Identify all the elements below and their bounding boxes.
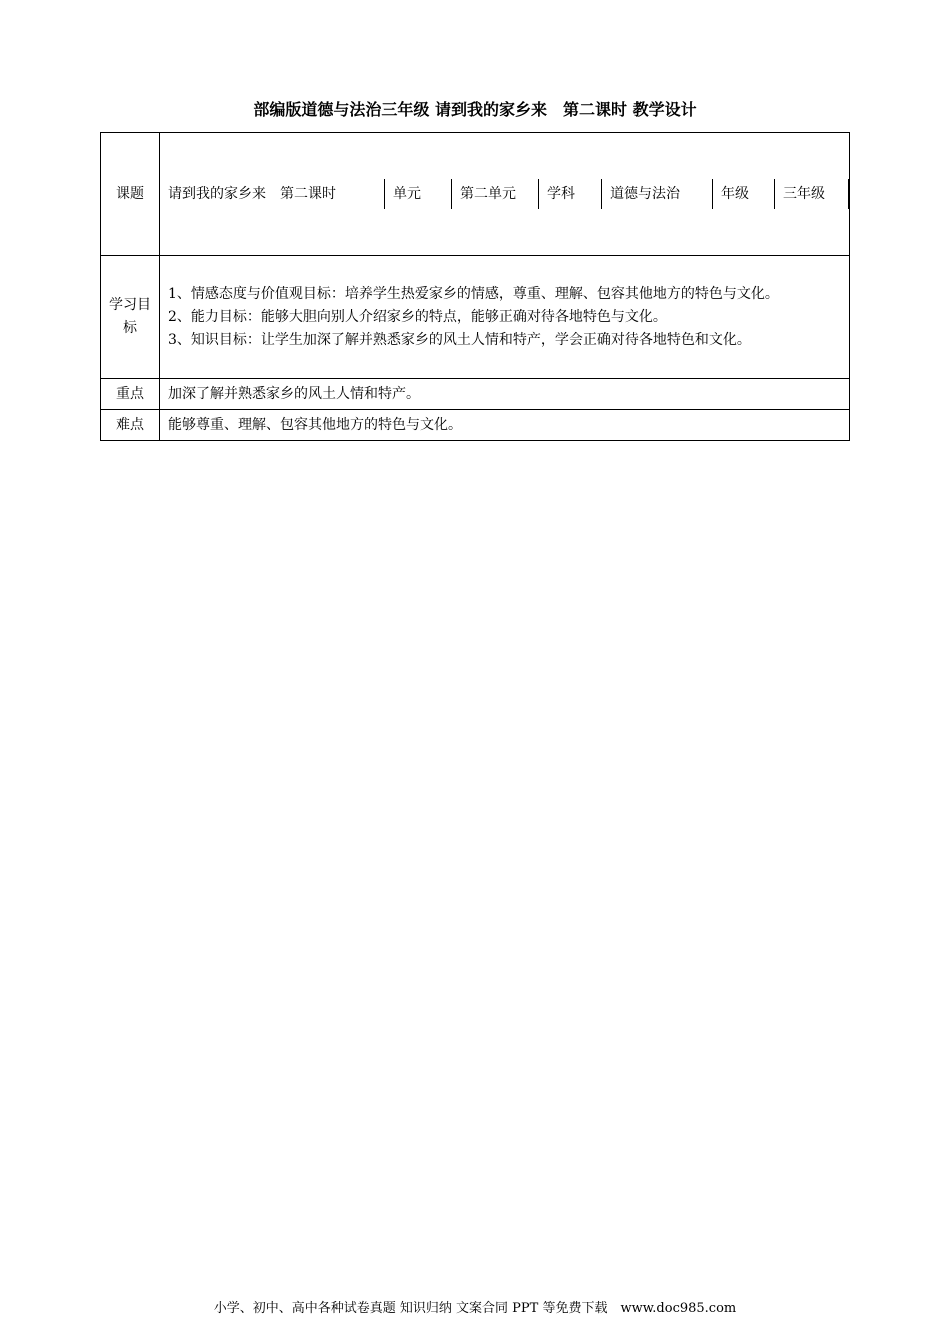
key-point-value: 加深了解并熟悉家乡的风土人情和特产。 (160, 379, 850, 410)
goals-row (101, 256, 850, 379)
header-info-table (160, 179, 849, 209)
key-point-row (101, 379, 850, 410)
difficulty-row (101, 410, 850, 441)
document-title: 部编版道德与法治三年级 请到我的家乡来 第二课时 教学设计 (253, 100, 697, 119)
lesson-plan-table (100, 132, 850, 441)
goal-item: 3、知识目标：让学生加深了解并熟悉家乡的风土人情和特产，学会正确对待各地特色和文化。 (168, 331, 751, 348)
subject-value: 道德与法治 (602, 179, 713, 209)
key-point-label: 重点 (101, 379, 160, 410)
difficulty-label: 难点 (101, 410, 160, 441)
table-header-row (101, 133, 850, 256)
difficulty-value: 能够尊重、理解、包容其他地方的特色与文化。 (160, 410, 850, 441)
header-info-cell (160, 133, 850, 256)
goal-item: 2、能力目标：能够大胆向别人介绍家乡的特点，能够正确对待各地特色与文化。 (168, 308, 667, 325)
topic-value: 请到我的家乡来 第二课时 (168, 185, 336, 202)
page-footer: 小学、初中、高中各种试卷真题 知识归纳 文案合同 PPT 等免费下载 www.doc985.com (213, 1301, 737, 1316)
goals-content (160, 256, 850, 379)
goal-item: 1、情感态度与价值观目标：培养学生热爱家乡的情感，尊重、理解、包容其他地方的特色与文化。 (168, 285, 779, 302)
grade-value: 三年级 (775, 179, 849, 209)
topic-label: 课题 (101, 133, 160, 256)
unit-label: 单元 (385, 179, 452, 209)
goals-label: 学习目标 (101, 256, 160, 379)
subject-label: 学科 (539, 179, 602, 209)
grade-label: 年级 (713, 179, 775, 209)
unit-value: 第二单元 (452, 179, 539, 209)
